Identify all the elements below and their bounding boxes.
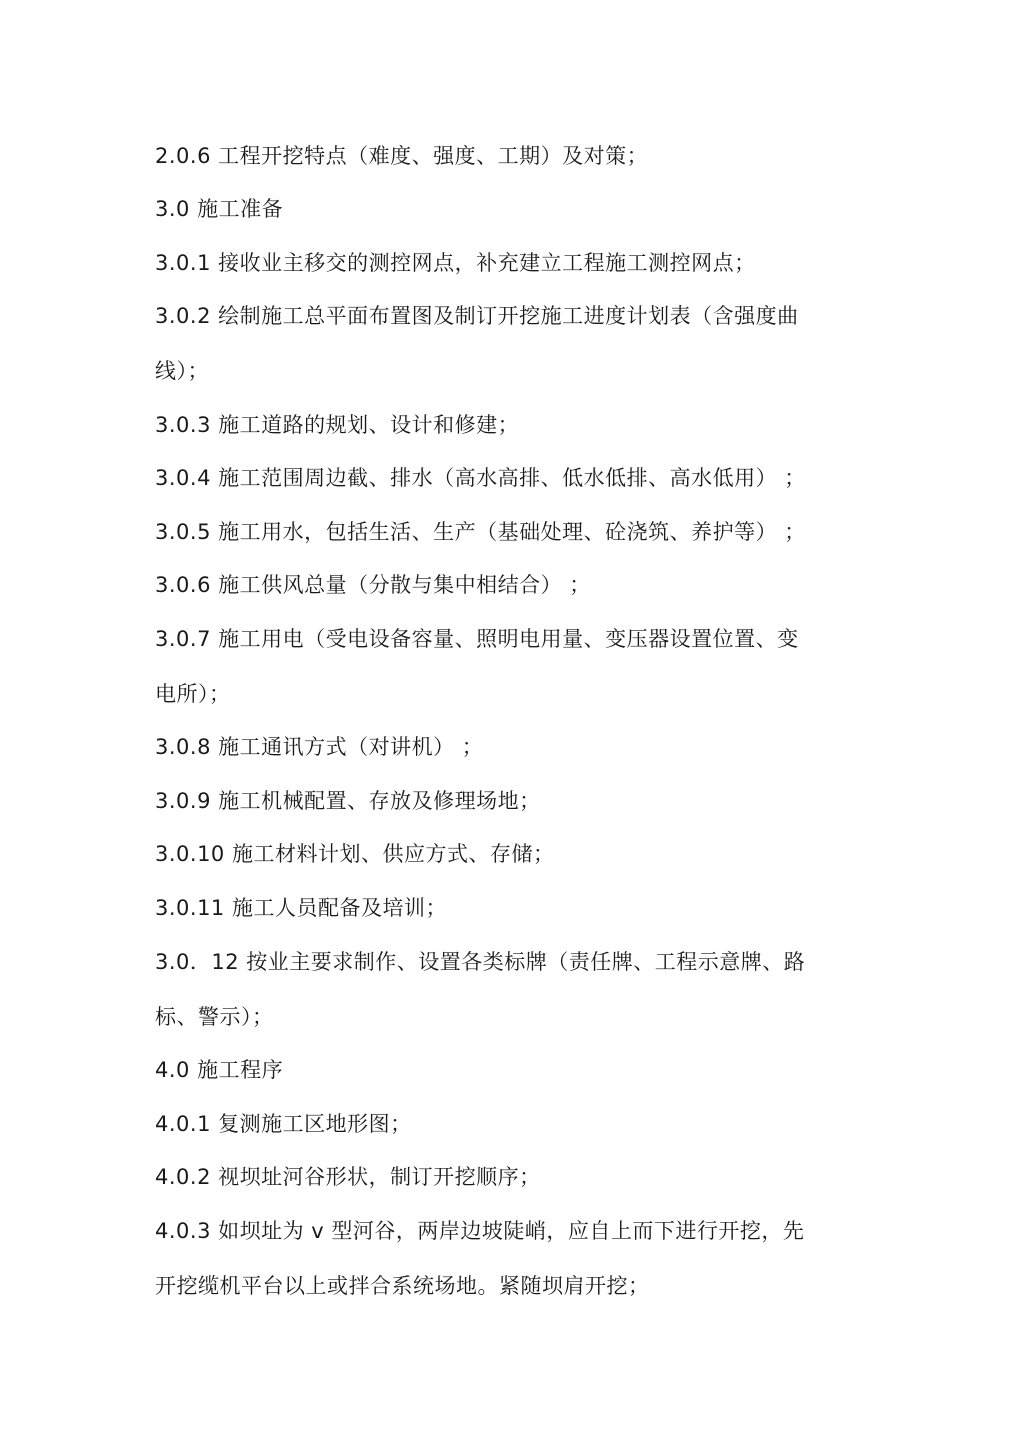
text-line-3-0-7-cont: 电所）； (155, 682, 231, 706)
text-line-3-0-6: 3.0.6 施工供风总量（分散与集中相结合） ； (155, 573, 591, 597)
section-heading-4-0: 4.0 施工程序 (155, 1058, 284, 1082)
text-line-3-0-12-cont: 标、警示）； (155, 1005, 274, 1029)
text-line-3-0-5: 3.0.5 施工用水，包括生活、生产（基础处理、砼浇筑、养护等） ； (155, 520, 806, 544)
text-line-3-0-11: 3.0.11 施工人员配备及培训； (155, 896, 447, 920)
text-line-3-0-8: 3.0.8 施工通讯方式（对讲机） ； (155, 735, 484, 759)
text-line-4-0-3: 4.0.3 如坝址为 v 型河谷，两岸边坡陡峭，应自上而下进行开挖，先 (155, 1219, 805, 1243)
text-line-2-0-6: 2.0.6 工程开挖特点（难度、强度、工期）及对策； (155, 144, 649, 168)
text-line-3-0-2-cont: 线）； (155, 359, 209, 383)
text-line-3-0-9: 3.0.9 施工机械配置、存放及修理场地； (155, 789, 541, 813)
text-line-3-0-10: 3.0.10 施工材料计划、供应方式、存储； (155, 842, 555, 866)
text-line-3-0-12: 3.0．12 按业主要求制作、设置各类标牌（责任牌、工程示意牌、路 (155, 950, 806, 974)
section-heading-3-0: 3.0 施工准备 (155, 197, 284, 221)
text-line-3-0-7: 3.0.7 施工用电（受电设备容量、照明电用量、变压器设置位置、变 (155, 627, 799, 651)
text-line-3-0-4: 3.0.4 施工范围周边截、排水（高水高排、低水低排、高水低用） ； (155, 466, 806, 490)
text-line-4-0-3-cont: 开挖缆机平台以上或拌合系统场地。紧随坝肩开挖； (155, 1274, 650, 1298)
text-line-4-0-1: 4.0.1 复测施工区地形图； (155, 1112, 412, 1136)
text-line-3-0-1: 3.0.1 接收业主移交的测控网点，补充建立工程施工测控网点； (155, 251, 756, 275)
text-line-3-0-3: 3.0.3 施工道路的规划、设计和修建； (155, 413, 520, 437)
text-line-4-0-2: 4.0.2 视坝址河谷形状，制订开挖顺序； (155, 1165, 541, 1189)
text-line-3-0-2: 3.0.2 绘制施工总平面布置图及制订开挖施工进度计划表（含强度曲 (155, 304, 799, 328)
